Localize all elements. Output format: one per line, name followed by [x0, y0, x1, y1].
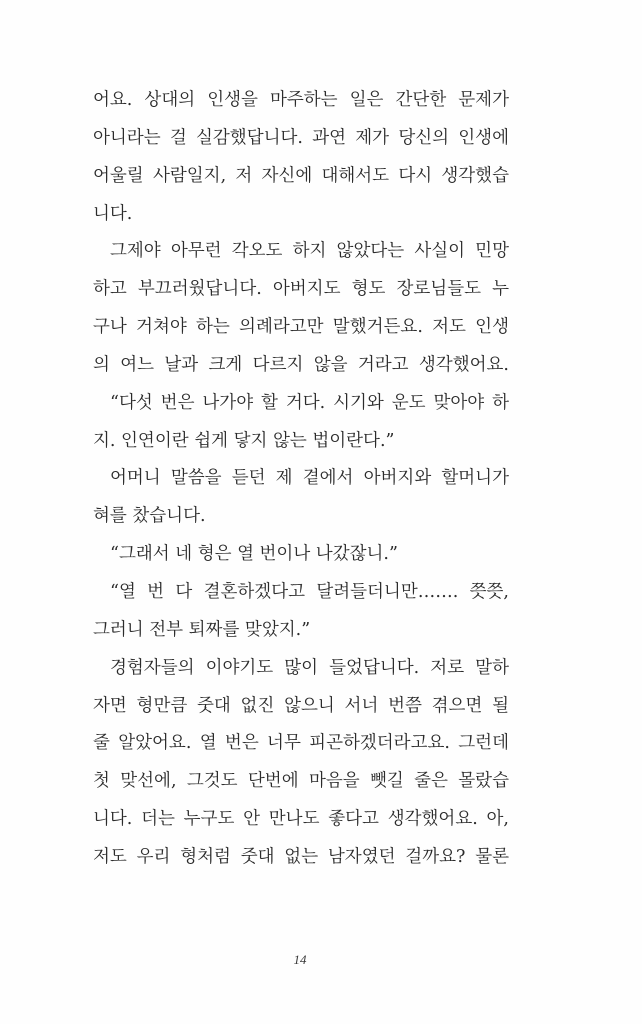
text-line: 하고 부끄러웠답니다. 아버지도 형도 장로님들도 누: [93, 279, 509, 300]
text-line: 어머니 말씀을 듣던 제 곁에서 아버지와 할머니가: [110, 468, 509, 489]
text-line: 혀를 찼습니다.: [93, 506, 206, 527]
text-line: 아니라는 걸 실감했답니다. 과연 제가 당신의 인생에: [93, 127, 509, 148]
text-line: 저도 우리 형처럼 줏대 없는 남자였던 걸까요? 물론: [93, 846, 509, 867]
text-line: 첫 맞선에, 그것도 단번에 마음을 뺏길 줄은 몰랐습: [93, 771, 509, 792]
text-line: 어요. 상대의 인생을 마주하는 일은 간단한 문제가: [93, 90, 509, 110]
text-line: 그러니 전부 퇴짜를 맞았지.”: [93, 619, 311, 640]
text-line: “열 번 다 결혼하겠다고 달려들더니만……. 쯧쯧,: [110, 581, 509, 602]
page-number: 14: [293, 952, 307, 967]
text-line: 자면 형만큼 줏대 없진 않으니 서너 번쯤 겪으면 될: [93, 695, 509, 716]
text-line: “다섯 번은 나가야 할 거다. 시기와 운도 맞아야 하: [110, 392, 509, 413]
text-line: 의 여느 날과 크게 다르지 않을 거라고 생각했어요.: [93, 354, 509, 375]
text-line: 어울릴 사람일지, 저 자신에 대해서도 다시 생각했습: [93, 165, 509, 186]
text-line: 줄 알았어요. 열 번은 너무 피곤하겠더라고요. 그런데: [93, 733, 509, 754]
text-line: “그래서 네 형은 열 번이나 나갔잖니.”: [110, 544, 398, 565]
text-line: 니다.: [93, 203, 133, 224]
body-text: [93, 82, 509, 877]
text-line: 니다. 더는 누구도 안 만나도 좋다고 생각했어요. 아,: [93, 809, 509, 830]
text-line: 그제야 아무런 각오도 하지 않았다는 사실이 민망: [110, 241, 509, 262]
text-line: 지. 인연이란 쉽게 닿지 않는 법이란다.”: [93, 430, 395, 451]
text-line: 경험자들의 이야기도 많이 들었답니다. 저로 말하: [110, 657, 509, 678]
text-line: 구나 거쳐야 하는 의례라고만 말했거든요. 저도 인생: [93, 317, 509, 338]
